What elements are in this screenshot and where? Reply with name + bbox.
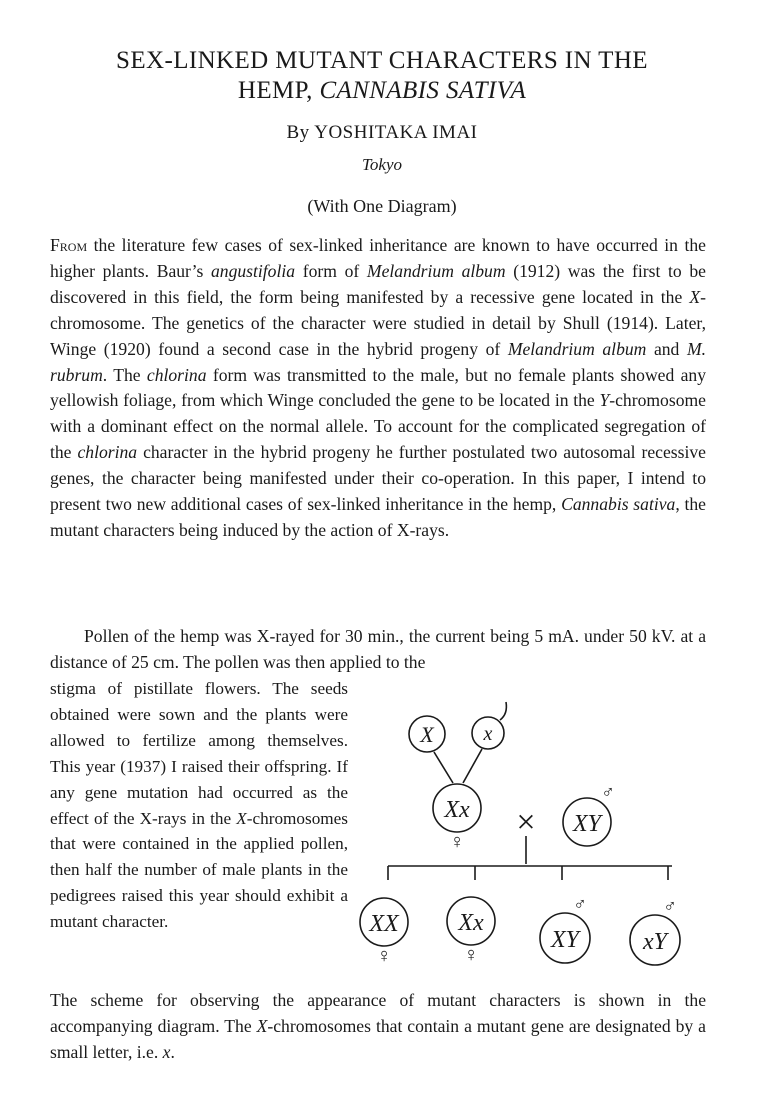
- offspring-1-female-symbol: ♀: [376, 945, 392, 967]
- text-run: M. rubrum: [50, 338, 706, 385]
- title-line-2: [0, 76, 764, 106]
- text-run: Pollen of the hemp was X-rayed for 30 min., the current being 5 mA. under 50 kV. at a distance of 25 cm. The pollen was then applied to the: [50, 626, 706, 672]
- author-location: Tokyo: [362, 155, 402, 174]
- text-run: -chromosomes that were contained in the applied pollen, then half the number of male plants in the pedigrees raised this year should exhibit a mutant character.: [50, 808, 348, 932]
- text-run: X: [256, 1015, 268, 1036]
- author-byline: By YOSHITAKA IMAI: [286, 122, 478, 143]
- text-run: angustifolia: [210, 260, 296, 281]
- text-run: Melandrium album: [366, 260, 506, 281]
- text-run: chlorina: [146, 364, 207, 385]
- paragraph-intro: [50, 233, 706, 544]
- gamete-left-label: X: [420, 722, 434, 747]
- text-run: From: [50, 235, 88, 255]
- gamete-right-label: x: [483, 723, 493, 745]
- text-run: (1912) was the first to be discovered in this field, the form being manifested by a recessive gene located in the: [50, 260, 706, 307]
- text-run: form of: [295, 260, 367, 281]
- text-run: , the mutant characters being induced by the action of X-rays.: [50, 494, 706, 540]
- title-species: CANNABIS SATIVA: [319, 77, 527, 104]
- paragraph-methods: [50, 624, 706, 676]
- father-label: XY: [572, 811, 602, 837]
- text-run: X: [689, 286, 701, 307]
- offspring-4-label: xY: [643, 929, 667, 955]
- text-run: Melandrium album: [507, 338, 647, 359]
- paragraph-offspring: [50, 676, 348, 935]
- gamete-tail: [500, 702, 506, 720]
- text-run: Cannabis sativa: [561, 494, 676, 515]
- offspring-2-label: Xx: [458, 910, 484, 936]
- paper-title: [0, 46, 764, 106]
- text-run: stigma of pistillate flowers. The seeds obtained were sown and the plants were allowed to fertilize among themselves. This year (1937) I raised their offspring. If any gene mutation had occurred as the effect of the X-rays in the: [50, 679, 348, 828]
- text-run: X: [236, 808, 247, 828]
- title-prefix: HEMP,: [237, 77, 320, 104]
- title-line-1: SEX-LINKED MUTANT CHARACTERS IN THE: [116, 47, 648, 74]
- text-run: form was transmitted to the male, but no female plants showed any yellowish foliage, from which Winge concluded the gene to be located in the: [50, 364, 706, 411]
- text-run: and: [646, 338, 687, 359]
- text-run: chlorina: [77, 442, 138, 463]
- mother-label: Xx: [444, 797, 470, 823]
- diagram-note: (With One Diagram): [307, 196, 457, 216]
- text-run: . The: [102, 364, 147, 385]
- mother-female-symbol: ♀: [449, 831, 465, 853]
- father-male-symbol: ♂: [601, 782, 615, 802]
- text-run: character in the hybrid progeny he further postulated two autosomal recessive genes, the character being manifested under their co-operation. In this paper, I intend to present two new additional cases of sex-linked inheritance in the hemp,: [50, 442, 706, 515]
- cross-symbol: ×: [516, 804, 536, 841]
- text-run: -chromosome with a dominant effect on the normal allele. To account for the complicated segregation of the: [50, 390, 706, 463]
- offspring-3-label: XY: [550, 927, 580, 953]
- text-run: Y: [599, 390, 610, 411]
- text-run: The scheme for observing the appearance of mutant characters is shown in the accompanying diagram. The: [50, 990, 706, 1036]
- offspring-2-female-symbol: ♀: [463, 944, 479, 966]
- text-run: -chromosomes that contain a mutant gene are designated by a small letter, i.e.: [50, 1015, 706, 1062]
- text-run: the literature few cases of sex-linked inheritance are known to have occurred in the higher plants. Baur’s: [50, 235, 706, 281]
- offspring-1-label: XX: [369, 911, 399, 937]
- paragraph-scheme: [50, 988, 706, 1066]
- inheritance-diagram: [350, 688, 710, 978]
- text-run: x: [162, 1041, 171, 1062]
- offspring-4-male-symbol: ♂: [663, 896, 677, 916]
- offspring-3-male-symbol: ♂: [573, 894, 587, 914]
- text-run: -chromosome. The genetics of the character were studied in detail by Shull (1914). Later, Winge (1920) found a second case in the hybrid progeny of: [50, 286, 706, 359]
- text-run: .: [170, 1041, 175, 1062]
